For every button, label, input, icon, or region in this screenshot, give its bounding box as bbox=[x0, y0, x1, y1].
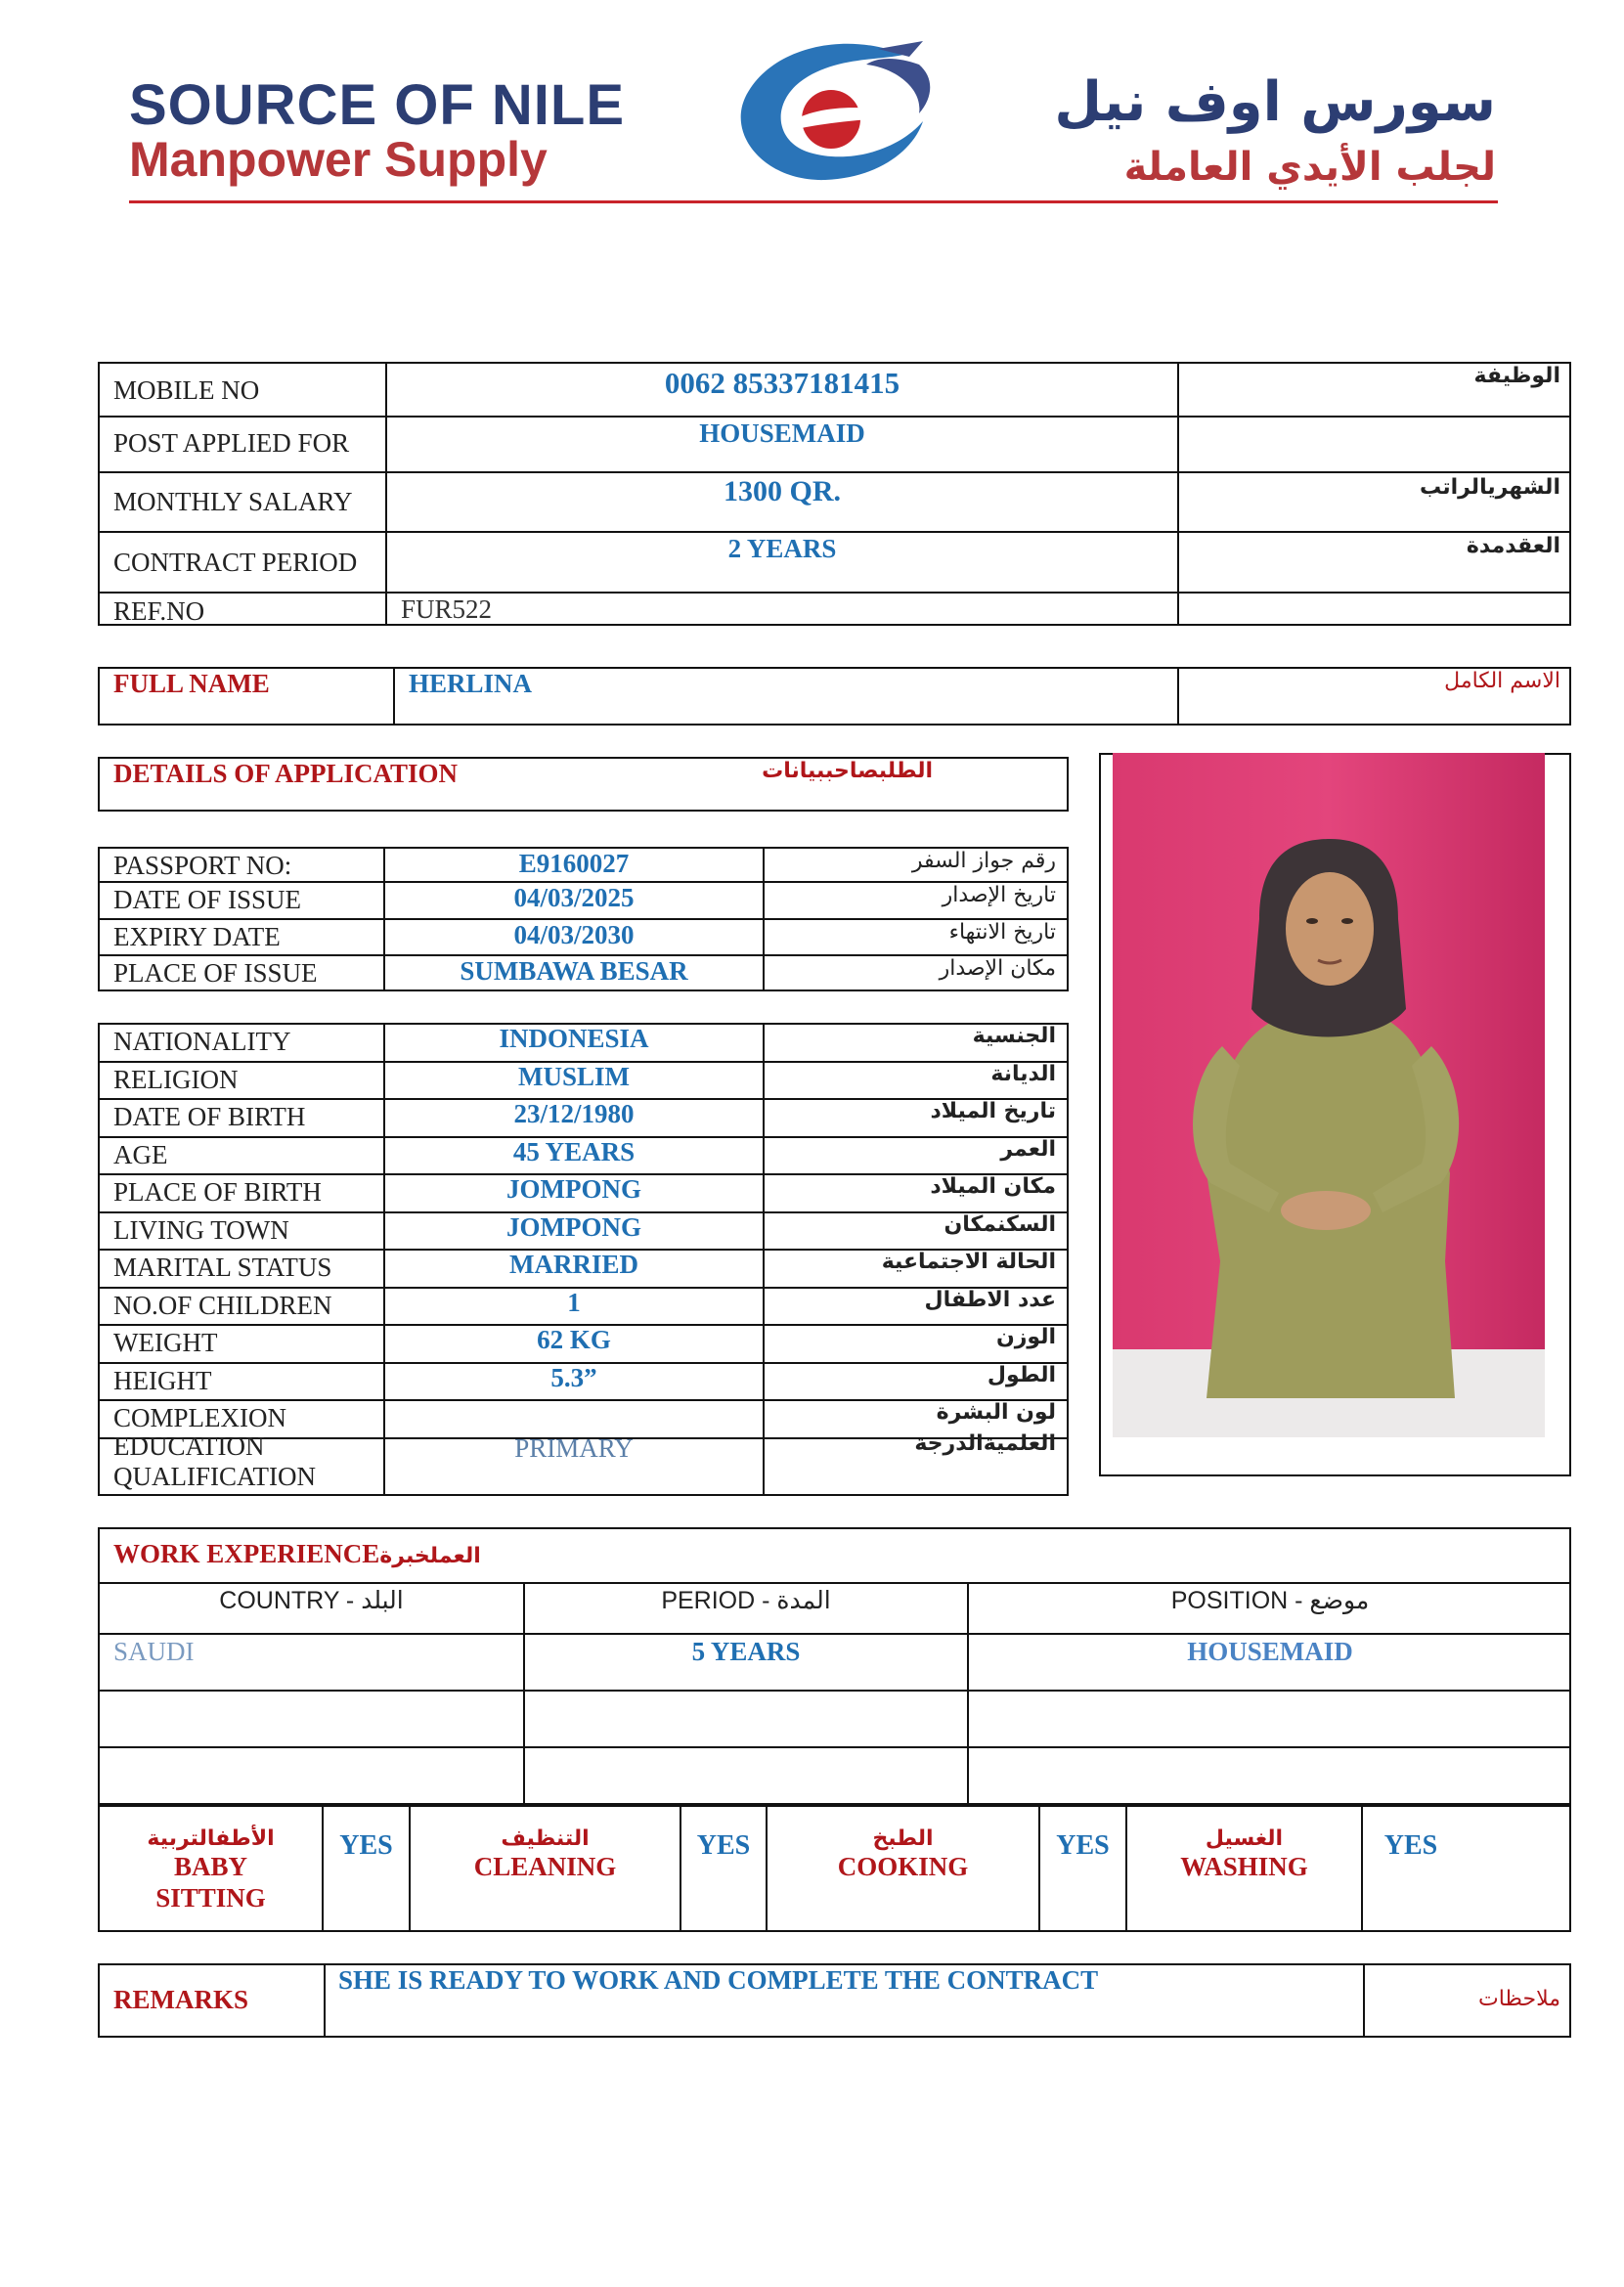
skill-label-cell bbox=[1127, 1826, 1361, 1882]
salary-value: 1300 QR. bbox=[724, 475, 841, 507]
details-label: DETAILS OF APPLICATION bbox=[113, 759, 459, 788]
personal-row-value: INDONESIA bbox=[499, 1024, 649, 1053]
salary-ar-label: الشهريالراتب bbox=[1420, 475, 1560, 500]
personal-row-ar: السكنمكان bbox=[944, 1212, 1056, 1237]
col-period-header: PERIOD - المدة bbox=[661, 1587, 831, 1614]
passport-row-ar: مكان الإصدار bbox=[939, 956, 1056, 981]
personal-row-value: 5.3” bbox=[550, 1363, 597, 1392]
work-period-value: 5 YEARS bbox=[691, 1637, 801, 1666]
brand-tagline-en: Manpower Supply bbox=[129, 132, 548, 187]
mobile-label: MOBILE NO bbox=[113, 375, 260, 405]
full-name-ar-label: الاسم الكامل bbox=[1444, 669, 1560, 693]
personal-row-label: NO.OF CHILDREN bbox=[113, 1291, 332, 1320]
work-experience-title bbox=[113, 1539, 481, 1569]
education-label-line-1: EDUCATION bbox=[113, 1431, 265, 1461]
personal-row-ar: الوزن bbox=[995, 1325, 1056, 1349]
remarks-ar-label: ملاحظات bbox=[1478, 1987, 1560, 2011]
details-ar-label: الطلبصاحببيانات bbox=[762, 759, 933, 783]
personal-row-value: 1 bbox=[567, 1288, 581, 1317]
education-label-line-2: QUALIFICATION bbox=[113, 1462, 316, 1491]
work-position-value: HOUSEMAID bbox=[1187, 1637, 1353, 1666]
personal-row-label: MARITAL STATUS bbox=[113, 1253, 332, 1282]
passport-row-ar: تاريخ الإصدار bbox=[942, 883, 1056, 907]
education-label bbox=[113, 1431, 316, 1492]
personal-row-label: LIVING TOWN bbox=[113, 1215, 289, 1245]
salary-label: MONTHLY SALARY bbox=[113, 487, 353, 516]
passport-row-label: EXPIRY DATE bbox=[113, 922, 281, 951]
applicant-photo bbox=[1113, 753, 1545, 1437]
col-country-header: COUNTRY - البلد bbox=[219, 1587, 404, 1614]
passport-row-value: SUMBAWA BESAR bbox=[460, 956, 688, 986]
passport-row-value: E9160027 bbox=[518, 849, 630, 878]
full-name-value: HERLINA bbox=[409, 669, 533, 698]
personal-row-value: JOMPONG bbox=[506, 1212, 641, 1242]
header-rule bbox=[129, 200, 1498, 203]
personal-row-ar: الديانة bbox=[990, 1062, 1056, 1086]
skill-label-cell bbox=[768, 1826, 1038, 1882]
work-country-value: SAUDI bbox=[113, 1637, 195, 1666]
personal-row-label: HEIGHT bbox=[113, 1366, 212, 1395]
contract-ar-label: العقدمدة bbox=[1466, 534, 1560, 558]
passport-row-label: PASSPORT NO: bbox=[113, 851, 292, 880]
personal-row-value: MUSLIM bbox=[518, 1062, 630, 1091]
personal-row-label: RELIGION bbox=[113, 1065, 239, 1094]
personal-row-label: AGE bbox=[113, 1140, 168, 1169]
skill-label-cell bbox=[411, 1826, 680, 1882]
personal-row-value: 62 KG bbox=[537, 1325, 611, 1354]
skill-yes-value: YES bbox=[1056, 1830, 1110, 1861]
skill-label-cell bbox=[100, 1826, 322, 1913]
work-experience-title-ar: العملخبرة bbox=[379, 1544, 481, 1568]
personal-row-label: WEIGHT bbox=[113, 1328, 218, 1357]
post-label: POST APPLIED FOR bbox=[113, 428, 350, 458]
remarks-label: REMARKS bbox=[113, 1985, 249, 2014]
personal-row-ar: العمر bbox=[1000, 1137, 1056, 1162]
passport-row-label: PLACE OF ISSUE bbox=[113, 958, 318, 988]
ref-label: REF.NO bbox=[113, 596, 205, 626]
passport-row-value: 04/03/2030 bbox=[513, 920, 635, 949]
personal-row-ar: لون البشرة bbox=[936, 1400, 1056, 1425]
personal-row-value: 45 YEARS bbox=[512, 1137, 636, 1166]
personal-row-ar: عدد الاطفال bbox=[924, 1288, 1056, 1312]
personal-row-label: PLACE OF BIRTH bbox=[113, 1177, 322, 1207]
contract-label: CONTRACT PERIOD bbox=[113, 548, 358, 577]
skill-en-label-2: SITTING bbox=[155, 1883, 266, 1913]
ref-value: FUR522 bbox=[401, 594, 493, 624]
company-logo bbox=[731, 35, 939, 188]
skill-en-label: WASHING bbox=[1180, 1852, 1308, 1881]
skill-ar-label: الأطفالتربية bbox=[147, 1826, 275, 1851]
passport-row-label: DATE OF ISSUE bbox=[113, 885, 302, 914]
remarks-value: SHE IS READY TO WORK AND COMPLETE THE CONTRACT bbox=[338, 1965, 1099, 1995]
mobile-value: 0062 85337181415 bbox=[664, 366, 900, 400]
skill-en-label: COOKING bbox=[837, 1852, 969, 1881]
brand-name-en: SOURCE OF NILE bbox=[129, 73, 626, 137]
personal-row-ar: تاريخ الميلاد bbox=[930, 1099, 1056, 1123]
skill-ar-label: الطبخ bbox=[872, 1826, 934, 1851]
skill-ar-label: الغسيل bbox=[1205, 1826, 1284, 1851]
passport-row-ar: رقم جواز السفر bbox=[911, 849, 1056, 873]
personal-row-ar: الجنسية bbox=[972, 1024, 1056, 1048]
passport-row-value: 04/03/2025 bbox=[513, 883, 635, 912]
personal-row-value: JOMPONG bbox=[506, 1174, 641, 1204]
personal-row-value: 23/12/1980 bbox=[513, 1099, 635, 1128]
col-position-header: POSITION - موضع bbox=[1170, 1587, 1370, 1614]
skill-ar-label: التنظيف bbox=[501, 1826, 590, 1851]
personal-row-label: NATIONALITY bbox=[113, 1027, 291, 1056]
skill-yes-value: YES bbox=[1383, 1830, 1438, 1861]
personal-row-value: MARRIED bbox=[509, 1250, 638, 1279]
mobile-ar-label: الوظيفة bbox=[1473, 364, 1560, 388]
skill-en-label: BABY bbox=[173, 1852, 247, 1881]
work-experience-title-en: WORK EXPERIENCE bbox=[113, 1539, 380, 1568]
brand-tagline-ar: لجلب الأيدي العاملة bbox=[1123, 145, 1496, 190]
skill-yes-value: YES bbox=[696, 1830, 751, 1861]
personal-row-ar: الطول bbox=[987, 1363, 1056, 1387]
personal-row-label: DATE OF BIRTH bbox=[113, 1102, 306, 1131]
skill-en-label: CLEANING bbox=[473, 1852, 617, 1881]
skill-yes-value: YES bbox=[339, 1830, 393, 1861]
post-value: HOUSEMAID bbox=[699, 418, 865, 448]
personal-row-label: COMPLEXION bbox=[113, 1403, 287, 1432]
personal-row-ar: الحالة الاجتماعية bbox=[881, 1250, 1056, 1274]
education-ar-label: العلميةالدرجة bbox=[914, 1431, 1056, 1456]
full-name-label: FULL NAME bbox=[113, 669, 270, 698]
education-value: PRIMARY bbox=[514, 1433, 634, 1463]
contract-value: 2 YEARS bbox=[727, 534, 837, 563]
personal-row-ar: مكان الميلاد bbox=[930, 1174, 1056, 1199]
brand-name-ar: سورس اوف نيل bbox=[1054, 70, 1496, 134]
passport-row-ar: تاريخ الانتهاء bbox=[948, 920, 1056, 945]
